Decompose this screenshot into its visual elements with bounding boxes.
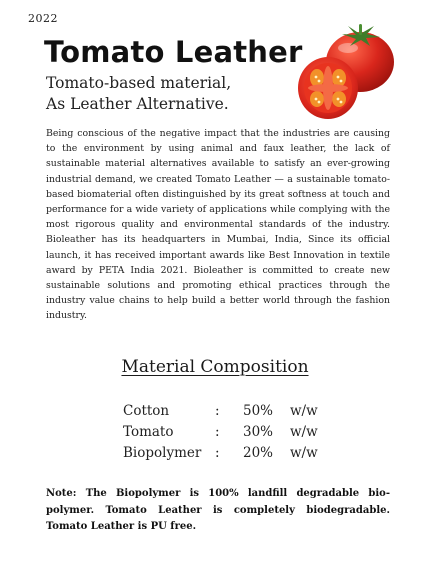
tomato-seed-chambers <box>308 66 348 110</box>
subtitle-line-2: As Leather Alternative. <box>46 95 229 113</box>
table-row <box>123 400 330 421</box>
material-percent: 20% <box>243 444 274 461</box>
table-row <box>123 421 330 442</box>
subtitle-line-1: Tomato-based material, <box>46 74 232 92</box>
subtitle <box>46 73 231 115</box>
separator: : <box>215 402 220 419</box>
tomato-icon <box>290 22 400 126</box>
separator: : <box>215 423 220 440</box>
material-name: Cotton <box>123 402 170 419</box>
separator: : <box>215 444 220 461</box>
table-row <box>123 442 330 463</box>
material-unit: w/w <box>290 402 318 419</box>
page-title: Tomato Leather <box>44 35 303 69</box>
material-unit: w/w <box>290 423 318 440</box>
note-paragraph: Note: The Biopolymer is 100% landfill degradable bio-polymer. Tomato Leather is completely biodegradable. Tomato Leather is PU free. <box>46 488 390 532</box>
composition-table <box>123 400 330 463</box>
material-unit: w/w <box>290 444 318 461</box>
year-label: 2022 <box>28 12 58 25</box>
material-percent: 50% <box>243 402 274 419</box>
material-name: Biopolymer <box>123 444 202 461</box>
composition-heading <box>0 357 430 377</box>
material-name: Tomato <box>123 423 174 440</box>
material-percent: 30% <box>243 423 274 440</box>
composition-heading-text: Material Composition <box>121 357 309 377</box>
description-paragraph: Being conscious of the negative impact that the industries are causing to the environment by using animal and faux leather, the lack of sustainable material alternatives available to satisfy an ever-growing industrial demand, we created Tomato Leather — a sustainable tomato-based biomaterial often distinguished by its great softness at touch and performance for a wide variety of applications while complying with the most rigorous quality and environmental standards of the industry. Bioleather has its headquarters in Mumbai, India, Since its official launch, it has received important awards like Best Innovation in textile award by PETA India 2021. Bioleather is committed to create new sustainable solutions and promoting ethical practices through the industry value chains to help build a better world through the fashion industry. <box>46 128 390 322</box>
